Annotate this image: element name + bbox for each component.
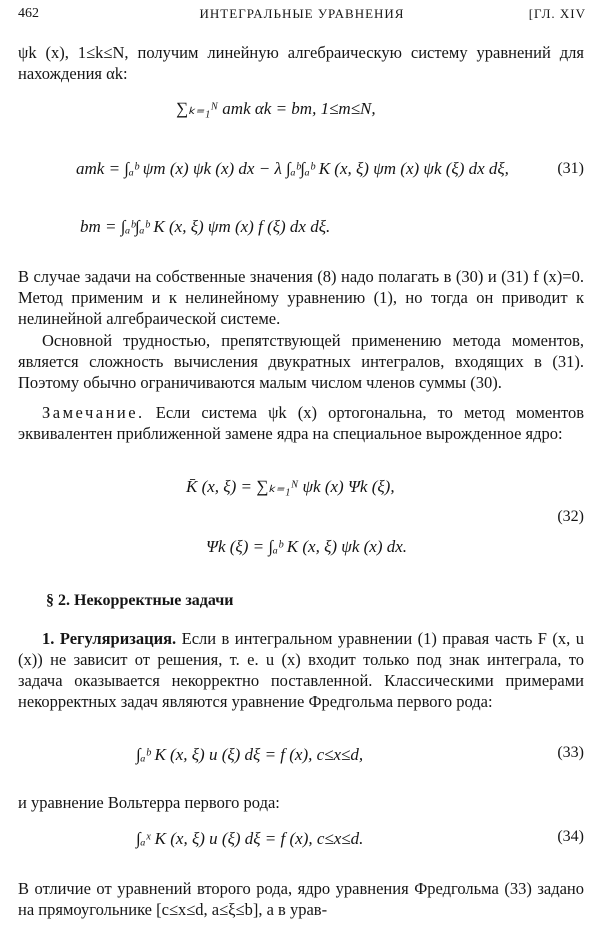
equation-amk: amk = ∫ₐᵇ ψm (x) ψk (x) dx − λ ∫ₐᵇ∫ₐᵇ K (x, ξ) ψm (x) ψk (ξ) dx dξ, — [76, 159, 509, 178]
chapter-label: [ГЛ. XIV — [528, 6, 586, 21]
paragraph-volterra-intro: и уравнение Вольтерра первого рода: — [18, 793, 280, 812]
remark-label: Замечание. — [42, 403, 145, 422]
equation-volterra: ∫ₐˣ K (x, ξ) u (ξ) dξ = f (x), c≤x≤d. — [136, 829, 364, 848]
equation-psi: Ψk (ξ) = ∫ₐᵇ K (x, ξ) ψk (x) dx. — [206, 537, 408, 556]
equation-number-32: (32) — [557, 508, 584, 525]
equation-fredholm: ∫ₐᵇ K (x, ξ) u (ξ) dξ = f (x), c≤x≤d, — [136, 745, 364, 764]
paragraph-regularization-text: Если в интегральном уравнении (1) правая часть F (x, u (x)) не зависит от решения, т. е. u (x) входит только под знак интеграла, то задача оказывается некорректно поставленной. Классическими примерами некорректных задач являются уравнение Фредгольма первого рода: — [18, 629, 584, 711]
paragraph-difficulty-text: Основной трудностью, препятствующей применению метода моментов, является сложность вычисления двукратных интегралов, входящих в (31). Поэтому обычно ограничиваются малым числом членов суммы (30). — [18, 331, 584, 392]
paragraph-difficulty — [18, 330, 584, 393]
running-title: ИНТЕГРАЛЬНЫЕ УРАВНЕНИЯ — [199, 6, 405, 21]
equation-number-31: (31) — [557, 160, 584, 177]
running-header — [18, 6, 586, 26]
page-number: 462 — [18, 6, 39, 21]
equation-bm: bm = ∫ₐᵇ∫ₐᵇ K (x, ξ) ψm (x) f (ξ) dx dξ. — [80, 217, 331, 236]
section-heading: § 2. Некорректные задачи — [46, 592, 234, 609]
equation-system: ∑ₖ₌₁ᴺ amk αk = bm, 1≤m≤N, — [176, 99, 376, 118]
equation-kbar: K̄ (x, ξ) = ∑ₖ₌₁ᴺ ψk (x) Ψk (ξ), — [186, 477, 395, 496]
subsection-label: 1. Регуляризация. — [42, 629, 177, 648]
paragraph-eigenvalue — [18, 266, 584, 329]
paragraph-regularization — [18, 628, 584, 712]
paragraph-remark — [18, 402, 584, 444]
remark-text: Если система ψk (x) ортогональна, то метод моментов эквивалентен приближенной замене ядра на специальное вырожденное ядро: — [18, 403, 585, 443]
equation-number-34: (34) — [557, 828, 584, 845]
paragraph-eigenvalue-text: В случае задачи на собственные значения (8) надо полагать в (30) и (31) f (x)=0. Метод применим и к нелинейному уравнению (1), но тогда он приводит к нелинейной алгебраической системе. — [18, 267, 584, 328]
paragraph-intro: ψk (x), 1≤k≤N, получим линейную алгебраическую систему уравнений для нахождения αk: — [18, 43, 584, 83]
paragraph-difference: В отличие от уравнений второго рода, ядро уравнения Фредгольма (33) задано на прямоугольнике [c≤x≤d, a≤ξ≤b], а в урав- — [18, 879, 584, 919]
equation-number-33: (33) — [557, 744, 584, 761]
